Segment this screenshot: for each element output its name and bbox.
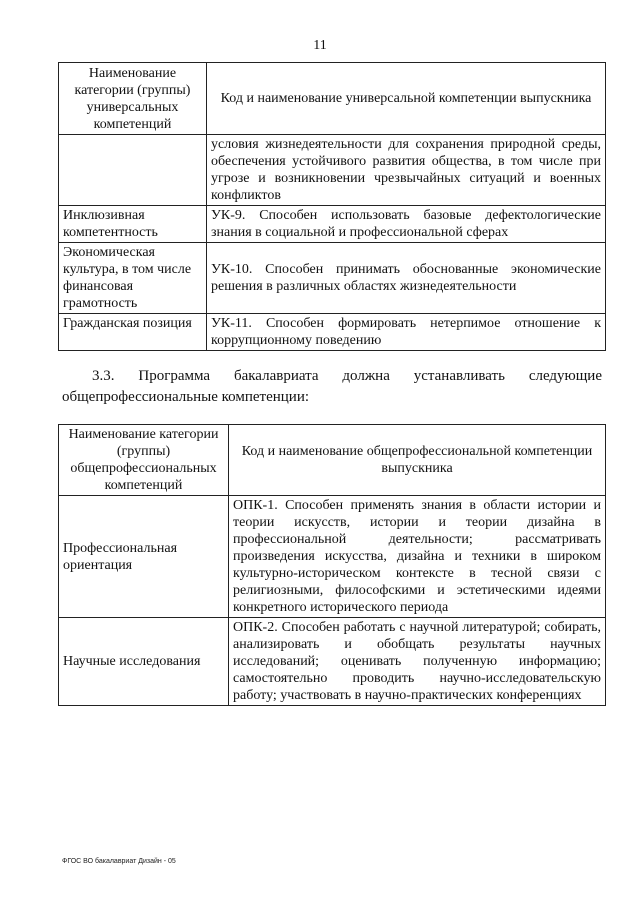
row-category: [59, 135, 207, 206]
header-competence: Код и наименование универсальной компетенции выпускника: [207, 63, 606, 135]
row-category: Гражданская позиция: [59, 314, 207, 351]
paragraph-line-1: 3.3. Программа бакалавриата должна устанавливать следующие: [92, 368, 602, 384]
row-competence: УК-10. Способен принимать обоснованные экономические решения в различных областях жизнедеятельности: [207, 243, 606, 314]
table-row: [59, 314, 606, 351]
row-competence: УК-11. Способен формировать нетерпимое отношение к коррупционному поведению: [207, 314, 606, 351]
row-category: Экономическая культура, в том числе финансовая грамотность: [59, 243, 207, 314]
table-row: [59, 496, 606, 618]
row-category: Профессиональная ориентация: [59, 496, 229, 618]
row-competence: условия жизнедеятельности для сохранения природной среды, обеспечения устойчивого развития общества, в том числе при угрозе и возникновении чрезвычайных ситуаций и военных конфликтов: [207, 135, 606, 206]
paragraph-line-2: общепрофессиональные компетенции:: [62, 389, 310, 405]
table-row: [59, 618, 606, 706]
row-category: Инклюзивная компетентность: [59, 206, 207, 243]
header-category: Наименование категории (группы) универсальных компетенций: [59, 63, 207, 135]
page-footer: ФГОС ВО бакалавриат Дизайн - 05: [62, 858, 176, 865]
table-header-row: [59, 425, 606, 496]
table-row: [59, 206, 606, 243]
row-competence: ОПК-1. Способен применять знания в области истории и теории искусств, истории и теории дизайна в профессиональной деятельности; рассматривать произведения искусства, дизайна и техники в широком культурно-историческом контексте в тесной связи с религиозными, философскими и эстетическими идеями конкретного исторического периода: [229, 496, 606, 618]
row-category: Научные исследования: [59, 618, 229, 706]
row-competence: УК-9. Способен использовать базовые дефектологические знания в социальной и профессиональной сферах: [207, 206, 606, 243]
section-paragraph: [62, 366, 602, 408]
table-header-row: [59, 63, 606, 135]
header-competence: Код и наименование общепрофессиональной компетенции выпускника: [229, 425, 606, 496]
page-number: 11: [313, 38, 327, 53]
general-professional-competences-table: [58, 424, 606, 706]
table-row: [59, 135, 606, 206]
universal-competences-table: [58, 62, 606, 351]
row-competence: ОПК-2. Способен работать с научной литературой; собирать, анализировать и обобщать результаты научных исследований; оценивать полученную информацию; самостоятельно проводить научно-исследовательскую работу; участвовать в научно-практических конференциях: [229, 618, 606, 706]
table-row: [59, 243, 606, 314]
header-category: Наименование категории (группы) общепрофессиональных компетенций: [59, 425, 229, 496]
